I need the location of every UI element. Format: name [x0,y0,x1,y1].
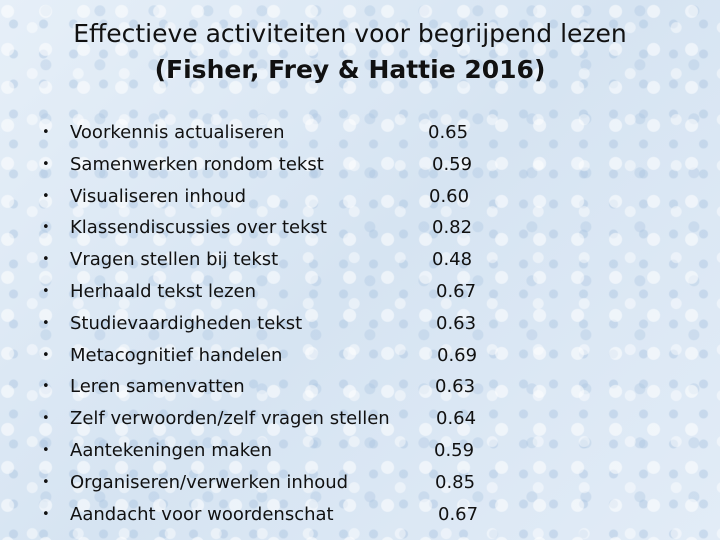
item-label: Voorkennis actualiseren [70,122,285,143]
title-line-1: Effectieve activiteiten voor begrijpend lezen [73,19,627,48]
item-label: Organiseren/verwerken inhoud [70,471,349,493]
item-value: 0.67 [438,503,479,525]
item-value: 0.85 [435,471,476,493]
list-item [0,435,720,467]
bullet-icon: • [42,315,50,331]
item-value: 0.60 [429,185,470,207]
list-item [0,181,720,213]
bullet-icon: • [42,125,50,140]
bullet-icon: • [42,252,50,268]
list-item [0,244,720,276]
bullet-icon: • [42,379,50,395]
item-label: Zelf verwoorden/zelf vragen stellen [70,408,390,430]
item-value: 0.82 [432,217,473,239]
list-item [0,117,720,149]
list-item [0,467,720,499]
bullet-icon: • [42,283,50,299]
list-item [0,403,720,435]
item-value: 0.63 [436,312,477,334]
bullet-icon: • [42,442,50,458]
item-value: 0.48 [432,249,473,271]
bullet-icon: • [42,347,50,363]
effect-size-list [0,117,720,530]
list-item [0,276,720,308]
item-value: 0.64 [436,408,477,430]
list-item [0,212,720,244]
item-value: 0.69 [437,344,478,366]
bullet-icon: • [42,474,50,490]
title-line-2: (Fisher, Frey & Hattie 2016) [154,55,546,84]
item-label: Studievaardigheden tekst [70,312,303,334]
list-item [0,371,720,403]
bullet-icon: • [42,411,50,427]
item-label: Herhaald tekst lezen [70,280,257,302]
item-label: Aantekeningen maken [70,439,273,461]
item-value: 0.63 [435,376,476,398]
bullet-icon: • [42,506,50,522]
bullet-icon: • [42,220,50,236]
bullet-icon: • [42,156,50,172]
item-label: Leren samenvatten [70,376,245,398]
slide-title [0,16,700,88]
item-value: 0.67 [436,280,477,302]
list-item [0,499,720,531]
item-label: Metacognitief handelen [70,344,283,366]
item-label: Aandacht voor woordenschat [70,503,334,525]
list-item [0,340,720,372]
item-value: 0.59 [434,439,475,461]
item-label: Klassendiscussies over tekst [70,217,327,239]
item-value: 0.59 [432,153,473,175]
bullet-icon: • [42,188,50,204]
item-label: Visualiseren inhoud [70,185,247,207]
list-item [0,308,720,340]
item-value: 0.65 [428,122,469,143]
item-label: Vragen stellen bij tekst [70,249,279,271]
item-label: Samenwerken rondom tekst [70,153,324,175]
list-item [0,149,720,181]
